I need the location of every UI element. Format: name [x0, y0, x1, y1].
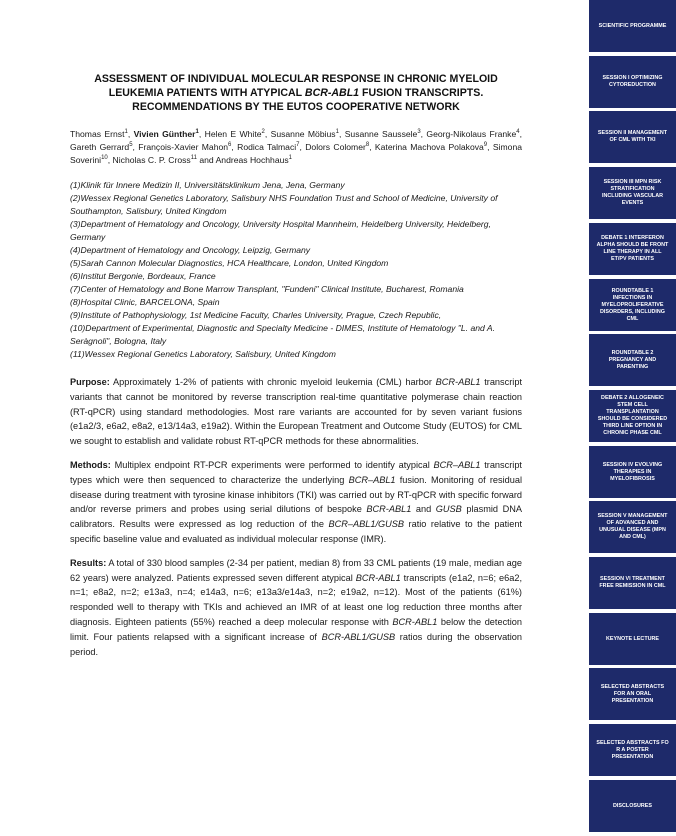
title-text-italic: BCR-ABL1: [304, 87, 360, 99]
affiliation-item: (7)Center of Hematology and Bone Marrow Transplant, "Fundeni" Clinical Institute, Bucharest, Romania: [70, 284, 464, 294]
author-affiliation-number: 11: [190, 155, 197, 162]
author-affiliation-number: 3: [417, 129, 421, 136]
nav-roundtable-2-button[interactable]: [589, 334, 676, 386]
nav-scientific-programme-button[interactable]: [589, 0, 676, 52]
nav-session-iii-button[interactable]: [589, 167, 676, 219]
affiliation-item: (11)Wessex Regional Genetics Laboratory, Salisbury, United Kingdom: [70, 349, 336, 359]
affiliation-item: (1)Klinik für Innere Medizin II, Universitätsklinikum Jena, Jena, Germany: [70, 180, 345, 190]
gene-name: BCR–ABL1: [348, 474, 396, 485]
abstract-paragraph: Methods: Multiplex endpoint RT-PCR experiments were performed to identify atypical BCR–ABL1 transcript types which were then sequenced to characterize the underlying BCR–ABL1 fusion. Monitoring of residual disease during treatment with tyrosine kinase inhibitors (TKI) was carried out by RT-qPCR with specific forward and/or reverse primers and probes using serial dilutions of bespoke BCR-ABL1 and GUSB plasmid DNA calibrators. Results were expressed as log reduction of the BCR–ABL1/GUSB ratio relative to the patient specific baseline value and evaluated as individual molecular response (IMR).: [70, 459, 523, 544]
sidebar-button-label: SELECTED ABSTRACTS FOR AN ORAL PRESENTATION: [600, 683, 665, 704]
nav-disclosures-button[interactable]: [589, 780, 676, 832]
sidebar-navigation: [589, 0, 676, 836]
author-affiliation-number: 10: [101, 155, 108, 162]
affiliation-item: (3)Department of Hematology and Oncology, University Hospital Mannheim, Heidelberg University, Heidelberg, Germany: [70, 219, 491, 242]
author-list: Thomas Ernst$^1$, Vivien Günther$^1$, Helen E White$^2$, Susanne Möbius$^1$, Susanne Saussele$^3$, Georg-Nikolaus Franke$^4$, Gareth Gerrard$^5$, François-Xavier Mahon$^6$, Rodica Talmaci$^7$, Dolors Colomer$^8$, Katerina Machova Polakova$^9$, Simona Soverini$^{10}$, Nicholas C. P. Cross$^{11}$ and Andreas Hochhaus$^1$: [70, 129, 522, 165]
sidebar-button-label: SCIENTIFIC PROGRAMME: [598, 22, 667, 29]
gene-name: BCR–ABL1: [433, 459, 481, 470]
author-name: Vivien Günther$^1$: [133, 129, 199, 139]
author-name: Andreas Hochhaus$^1$: [215, 155, 293, 165]
sidebar-button-label: KEYNOTE LECTURE: [605, 635, 659, 642]
sidebar-button-label: ROUNDTABLE 1 INFECTIONS IN MYELOPROLIFERATIVE DISORDERS, INCLUDING CML: [600, 287, 665, 322]
author-name: Nicholas C. P. Cross$^{11}$: [112, 155, 197, 165]
gene-name: BCR–ABL1/GUSB: [328, 519, 405, 530]
author-name: Rodica Talmaci$^7$: [237, 142, 300, 152]
affiliation-item: (10)Department of Experimental, Diagnostic and Specialty Medicine - DIMES, Institute of Hematology "L. and A. Seràgnoli", Bologna, Italy: [70, 323, 495, 346]
author-affiliation-number: 5: [129, 142, 133, 149]
sidebar-button-label: SELECTED ABSTRACTS FO R A POSTER PRESENTATION: [596, 739, 669, 760]
sidebar-button-label: DISCLOSURES: [613, 802, 652, 809]
abstract-paragraph: Purpose: Approximately 1-2% of patients with chronic myeloid leukemia (CML) harbor BCR-ABL1 transcript variants that cannot be monitored by reverse transcription real-time quantitative polymerase chain reaction (RT-qPCR) using standard methodologies. Most rare variants are accounted for by seven variant fusions (e1a2/3, e6a2, e8a2, e13/14a3, e19a2). Within the European Treatment and Outcome Study (EUTOS) for CML we sought to establish and validate robust RT-qPCR methods for these abnormalities.: [70, 377, 522, 447]
gene-name: GUSB: [435, 504, 462, 515]
gene-name: BCR-ABL1: [366, 504, 412, 515]
author-name: Simona Soverini$^{10}$: [70, 142, 522, 165]
nav-roundtable-1-button[interactable]: [589, 279, 676, 331]
nav-abstracts-poster-button[interactable]: [589, 724, 676, 776]
nav-debate-1-button[interactable]: [589, 223, 676, 275]
author-affiliation-number: 8: [365, 142, 370, 149]
author-name: Georg-Nikolaus Franke$^4$: [426, 129, 520, 139]
author-affiliation-number: 1: [124, 129, 128, 136]
section-heading: Results:: [70, 557, 107, 568]
sidebar-button-label: SESSION VI TREATMENT FREE REMISSION IN CML: [599, 576, 666, 589]
affiliation-list: [70, 179, 522, 361]
sidebar-button-label: DEBATE 1 INTERFERON ALPHA SHOULD BE FRONT LINE THERAPY IN ALL ET/PV PATIENTS: [596, 235, 669, 262]
abstract-sections: [70, 375, 522, 659]
affiliation-item: (8)Hospital Clinic, BARCELONA, Spain: [70, 297, 220, 307]
abstract-content: [70, 72, 522, 668]
author-name: Thomas Ernst$^1$: [70, 129, 128, 139]
sidebar-button-label: SESSION II MANAGEMENT OF CML WITH TKI: [597, 130, 668, 143]
title-text-2: FUSION TRANSCRIPTS. RECOMMENDATIONS BY THE EUTOS COOPERATIVE NETWORK: [132, 87, 484, 113]
gene-name: BCR-ABL1: [392, 616, 438, 627]
affiliation-item: (9)Institute of Pathophysiology, 1st Medicine Faculty, Charles University, Prague, Czech Republic,: [70, 310, 442, 320]
author-name: Katerina Machova Polakova$^9$: [374, 142, 488, 152]
sidebar-button-label: SESSION IV EVOLVING THERAPIES IN MYELOFIBROSIS: [602, 461, 663, 482]
nav-session-vi-button[interactable]: [589, 557, 676, 609]
author-affiliation-number: 9: [483, 142, 488, 149]
affiliation-item: (5)Sarah Cannon Molecular Diagnostics, HCA Healthcare, London, United Kingdom: [70, 258, 389, 268]
nav-session-iv-button[interactable]: [589, 446, 676, 498]
nav-session-ii-button[interactable]: [589, 111, 676, 163]
author-affiliation-number: 1: [288, 155, 293, 162]
nav-abstracts-oral-button[interactable]: [589, 668, 676, 720]
sidebar-button-label: SESSION III MPN RISK STRATIFICATION INCLUDING VASCULAR EVENTS: [602, 179, 663, 206]
author-affiliation-number: 1: [335, 129, 339, 136]
gene-name: BCR-ABL1: [355, 572, 401, 583]
affiliation-item: (6)Institut Bergonie, Bordeaux, France: [70, 271, 216, 281]
nav-session-v-button[interactable]: [589, 501, 676, 553]
gene-name: BCR-ABL1: [435, 377, 481, 387]
author-name: François-Xavier Mahon$^6$: [138, 142, 232, 152]
nav-keynote-lecture-button[interactable]: [589, 613, 676, 665]
affiliation-item: (2)Wessex Regional Genetics Laboratory, Salisbury NHS Foundation Trust and School of Medicine, University of Southampton, Salisbury, United Kingdom: [70, 193, 498, 216]
gene-name: BCR-ABL1/GUSB: [321, 631, 396, 642]
title-text-1: ASSESSMENT OF INDIVIDUAL MOLECULAR RESPONSE IN CHRONIC MYELOID LEUKEMIA PATIENTS WITH ATYPICAL: [94, 73, 498, 99]
author-affiliation-number: 1: [195, 129, 199, 136]
author-affiliation-number: 2: [261, 129, 265, 136]
sidebar-button-label: ROUNDTABLE 2 PREGNANCY AND PARENTING: [608, 349, 657, 370]
author-name: Dolors Colomer$^8$: [305, 142, 370, 152]
nav-debate-2-button[interactable]: [589, 390, 676, 442]
author-name: Susanne Möbius$^1$: [270, 129, 339, 139]
author-affiliation-number: 7: [296, 142, 300, 149]
author-affiliation-number: 4: [516, 129, 520, 136]
section-heading: Methods:: [70, 459, 111, 470]
abstract-title: [70, 72, 522, 114]
author-name: Susanne Saussele$^3$: [344, 129, 421, 139]
nav-session-i-button[interactable]: [589, 56, 676, 108]
author-name: Helen E White$^2$: [204, 129, 265, 139]
sidebar-button-label: SESSION I OPTIMIZING CYTOREDUCTION: [602, 75, 663, 88]
sidebar-button-label: SESSION V MANAGEMENT OF ADVANCED AND UNUSUAL DISEASE (MPN AND CML): [597, 513, 668, 540]
affiliation-item: (4)Department of Hematology and Oncology, Leipzig, Germany: [70, 245, 311, 255]
abstract-paragraph: Results: A total of 330 blood samples (2-34 per patient, median 8) from 33 CML patients (19 male, median age 62 years) were analyzed. Patients expressed seven different atypical BCR-ABL1 transcripts (e1a2, n=6; e6a2, n=1; e8a2, n=2; e13a3, n=4; e14a3, n=6; e13a3/e14a3, n=2; e19a2, n=12). Most of the patients (61%) responded well to therapy with TKIs and achieved an IMR of at least one log reduction three months after diagnosis. Eighteen patients (55%) reached a deep molecular response with BCR-ABL1 below the detection limit. Four patients relapsed with a significant increase of BCR-ABL1/GUSB ratios during the observation period.: [70, 557, 523, 657]
author-affiliation-number: 6: [228, 142, 232, 149]
section-heading: Purpose:: [70, 377, 110, 387]
author-name: Gareth Gerrard$^5$: [70, 142, 133, 152]
sidebar-button-label: DEBATE 2 ALLOGENEIC STEM CELL TRANSPLANTATION SHOULD BE CONSIDERED THIRD LINE OPTION IN CHRONIC PHASE CML: [597, 395, 668, 436]
